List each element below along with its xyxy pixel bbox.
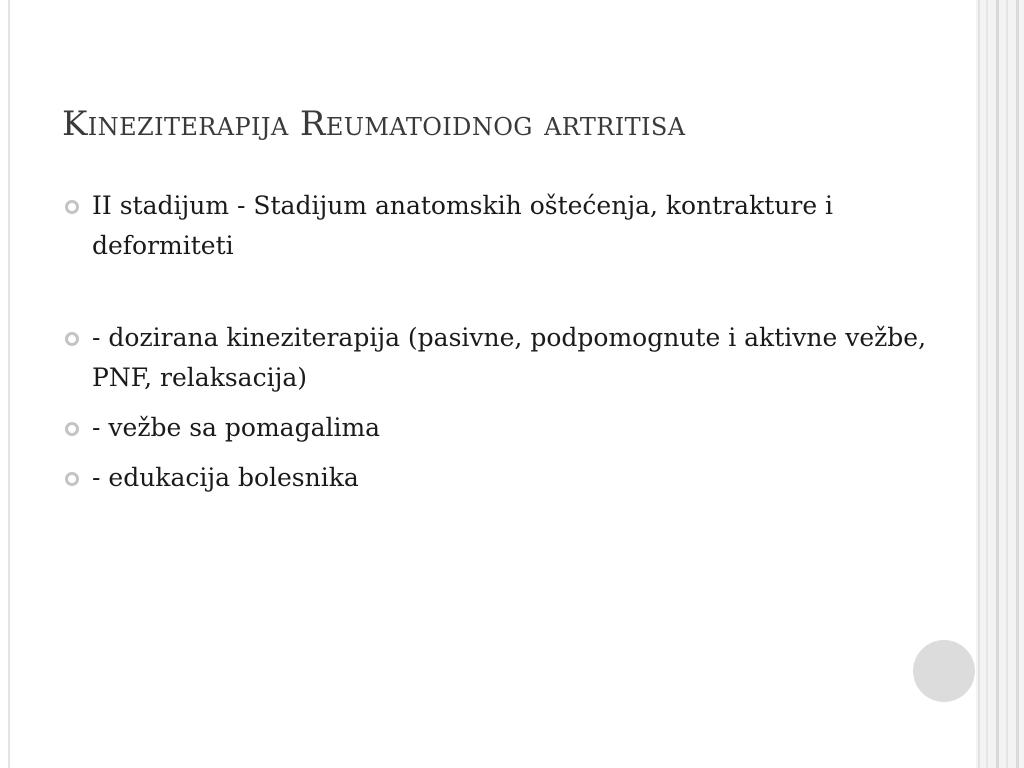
- bullet-item: [62, 458, 942, 498]
- bullet-item: [62, 318, 942, 398]
- ring-bullet-icon: [65, 200, 79, 214]
- circle-nav-icon[interactable]: [913, 640, 975, 702]
- bullet-list: [62, 186, 942, 508]
- band-stripe: [1016, 0, 1019, 768]
- left-border-line: [8, 0, 10, 768]
- right-decorative-band: [976, 0, 1024, 768]
- band-stripe: [996, 0, 999, 768]
- band-stripe: [986, 0, 988, 768]
- band-stripe: [978, 0, 980, 768]
- ring-bullet-icon: [65, 472, 79, 486]
- bullet-text: II stadijum - Stadijum anatomskih oštećenja, kontrakture i deformiteti: [92, 191, 834, 260]
- bullet-text: - vežbe sa pomagalima: [92, 413, 381, 442]
- bullet-text: - edukacija bolesnika: [92, 463, 359, 492]
- band-stripe: [1006, 0, 1008, 768]
- bullet-text: - dozirana kineziterapija (pasivne, podpomognute i aktivne vežbe, PNF, relaksacija): [92, 323, 927, 392]
- ring-bullet-icon: [65, 422, 79, 436]
- slide-title: Kineziterapija Reumatoidnog artritisa: [62, 104, 686, 144]
- bullet-item: [62, 186, 942, 266]
- ring-bullet-icon: [65, 332, 79, 346]
- bullet-item: [62, 408, 942, 448]
